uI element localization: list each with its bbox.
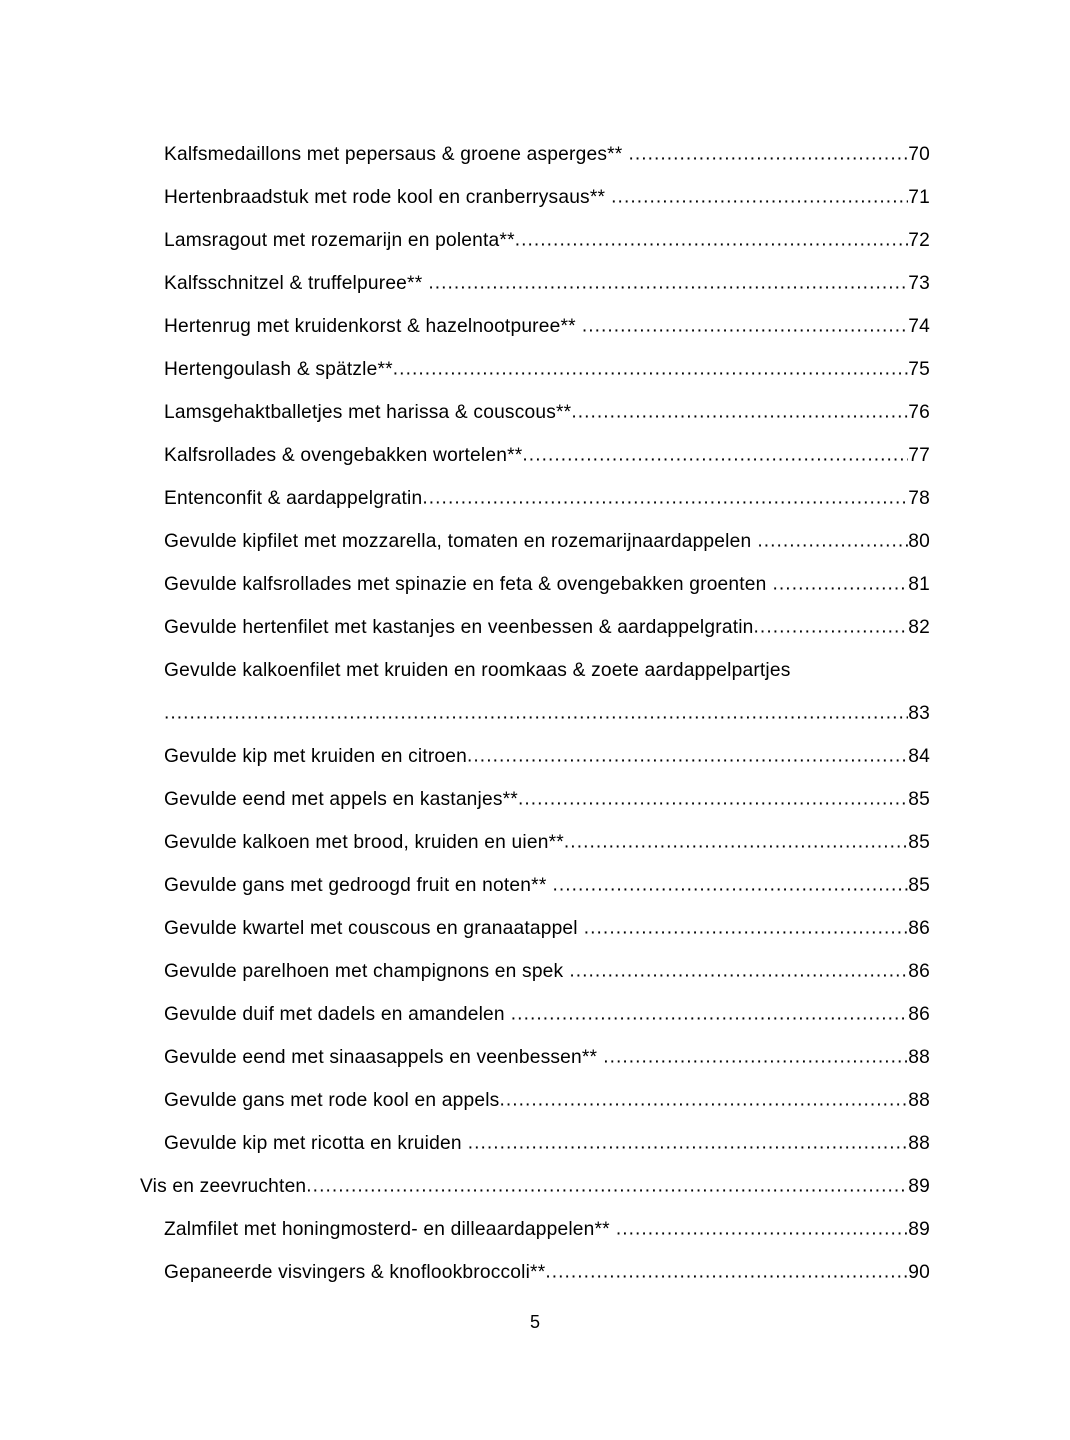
toc-entry[interactable] bbox=[140, 305, 930, 348]
toc-leader-dots bbox=[611, 176, 908, 219]
toc-entry-page-number: 80 bbox=[908, 531, 930, 552]
toc-entry-page-number: 75 bbox=[908, 359, 930, 380]
table-of-contents bbox=[140, 133, 930, 1294]
toc-entry-title: Gevulde kalkoen met brood, kruiden en uien** bbox=[164, 832, 564, 853]
toc-entry[interactable] bbox=[140, 348, 930, 391]
toc-entry-page-number: 85 bbox=[908, 875, 930, 896]
footer-page-number: 5 bbox=[529, 1312, 540, 1332]
toc-leader-dots bbox=[773, 563, 909, 606]
toc-entry[interactable] bbox=[140, 606, 930, 649]
toc-entry-page-number: 73 bbox=[908, 273, 930, 294]
toc-entry-title: Vis en zeevruchten bbox=[140, 1176, 307, 1197]
toc-leader-dots bbox=[616, 1208, 908, 1251]
toc-leader-dots bbox=[754, 606, 909, 649]
toc-leader-dots bbox=[571, 391, 908, 434]
toc-entry-page-number: 88 bbox=[908, 1047, 930, 1068]
toc-entry[interactable] bbox=[140, 1251, 930, 1294]
toc-entry-title: Hertenbraadstuk met rode kool en cranberrysaus** bbox=[164, 187, 606, 208]
toc-entry-page-number: 89 bbox=[908, 1219, 930, 1240]
toc-entry-title: Gevulde kalkoenfilet met kruiden en roomkaas & zoete aardappelpartjes bbox=[164, 660, 791, 681]
toc-leader-dots bbox=[428, 262, 908, 305]
toc-leader-dots bbox=[603, 1036, 908, 1079]
toc-entry-page-number: 76 bbox=[908, 402, 930, 423]
toc-leader-dots bbox=[499, 1079, 908, 1122]
toc-leader-dots bbox=[545, 1251, 908, 1294]
toc-entry-title: Gepaneerde visvingers & knoflookbroccoli** bbox=[164, 1262, 546, 1283]
toc-entry[interactable] bbox=[140, 778, 930, 821]
toc-entry[interactable] bbox=[140, 735, 930, 778]
toc-entry-title: Gevulde kalfsrollades met spinazie en feta & ovengebakken groenten bbox=[164, 574, 767, 595]
toc-entry-page-number: 74 bbox=[908, 316, 930, 337]
toc-leader-dots bbox=[582, 305, 908, 348]
toc-entry[interactable] bbox=[140, 477, 930, 520]
toc-entry-title: Gevulde kip met ricotta en kruiden bbox=[164, 1133, 462, 1154]
toc-entry-title: Lamsgehaktballetjes met harissa & couscous** bbox=[164, 402, 572, 423]
toc-leader-dots bbox=[564, 821, 908, 864]
toc-entry[interactable] bbox=[140, 391, 930, 434]
toc-entry[interactable] bbox=[140, 262, 930, 305]
toc-entry[interactable] bbox=[140, 907, 930, 950]
toc-entry-title: Gevulde parelhoen met champignons en spek bbox=[164, 961, 564, 982]
toc-entry-page-number: 78 bbox=[908, 488, 930, 509]
toc-entry-page-number: 85 bbox=[908, 832, 930, 853]
toc-entry-page-number: 71 bbox=[908, 187, 930, 208]
toc-entry[interactable] bbox=[140, 176, 930, 219]
toc-leader-dots bbox=[552, 864, 908, 907]
toc-leader-dots bbox=[511, 993, 908, 1036]
toc-leader-dots bbox=[584, 907, 909, 950]
toc-entry-title: Kalfsmedaillons met pepersaus & groene asperges** bbox=[164, 144, 623, 165]
toc-entry-page-number: 70 bbox=[908, 144, 930, 165]
toc-entry[interactable] bbox=[140, 434, 930, 477]
toc-leader-dots bbox=[306, 1165, 908, 1208]
toc-entry-page-number: 83 bbox=[908, 703, 930, 724]
toc-entry[interactable] bbox=[140, 563, 930, 606]
toc-entry-title: Hertengoulash & spätzle** bbox=[164, 359, 393, 380]
toc-entry-page-number: 89 bbox=[908, 1176, 930, 1197]
toc-entry-page-number: 88 bbox=[908, 1090, 930, 1111]
toc-entry-page-number: 77 bbox=[908, 445, 930, 466]
toc-entry-title: Kalfsrollades & ovengebakken wortelen** bbox=[164, 445, 523, 466]
toc-entry-title: Kalfsschnitzel & truffelpuree** bbox=[164, 273, 423, 294]
toc-entry-title: Gevulde hertenfilet met kastanjes en veenbessen & aardappelgratin bbox=[164, 617, 754, 638]
toc-leader-dots bbox=[757, 520, 908, 563]
toc-entry-title: Gevulde eend met sinaasappels en veenbessen** bbox=[164, 1047, 598, 1068]
toc-entry-title: Gevulde eend met appels en kastanjes** bbox=[164, 789, 518, 810]
toc-entry-title: Zalmfilet met honingmosterd- en dilleaardappelen** bbox=[164, 1219, 610, 1240]
toc-entry[interactable] bbox=[140, 1079, 930, 1122]
toc-entry[interactable] bbox=[140, 1165, 930, 1208]
toc-entry-title: Gevulde kwartel met couscous en granaatappel bbox=[164, 918, 578, 939]
toc-entry-title: Gevulde gans met rode kool en appels bbox=[164, 1090, 500, 1111]
toc-entry-page-number: 86 bbox=[908, 918, 930, 939]
toc-entry[interactable] bbox=[140, 219, 930, 262]
toc-entry-title: Gevulde duif met dadels en amandelen bbox=[164, 1004, 505, 1025]
toc-entry[interactable] bbox=[140, 1036, 930, 1079]
toc-entry-title: Gevulde kip met kruiden en citroen bbox=[164, 746, 468, 767]
toc-entry-title: Lamsragout met rozemarijn en polenta** bbox=[164, 230, 515, 251]
toc-entry[interactable] bbox=[140, 950, 930, 993]
toc-entry[interactable] bbox=[140, 520, 930, 563]
toc-entry[interactable] bbox=[140, 1122, 930, 1165]
toc-entry-page-number: 82 bbox=[908, 617, 930, 638]
toc-entry-page-number: 86 bbox=[908, 1004, 930, 1025]
toc-entry[interactable] bbox=[140, 133, 930, 176]
toc-entry-page-number: 81 bbox=[908, 574, 930, 595]
toc-entry-page-number: 90 bbox=[908, 1262, 930, 1283]
toc-entry-title: Gevulde gans met gedroogd fruit en noten** bbox=[164, 875, 547, 896]
toc-entry-title: Gevulde kipfilet met mozzarella, tomaten en rozemarijnaardappelen bbox=[164, 531, 752, 552]
toc-entry-page-number: 72 bbox=[908, 230, 930, 251]
toc-leader-dots bbox=[515, 219, 909, 262]
toc-leader-dots bbox=[468, 1122, 909, 1165]
toc-leader-dots bbox=[422, 477, 908, 520]
toc-leader-dots bbox=[164, 692, 908, 735]
toc-entry[interactable] bbox=[140, 993, 930, 1036]
toc-entry[interactable] bbox=[140, 649, 930, 735]
toc-entry[interactable] bbox=[140, 1208, 930, 1251]
toc-entry-page-number: 84 bbox=[908, 746, 930, 767]
toc-leader-dots bbox=[628, 133, 908, 176]
toc-entry-title: Hertenrug met kruidenkorst & hazelnootpuree** bbox=[164, 316, 576, 337]
toc-leader-dots bbox=[518, 778, 908, 821]
toc-entry-page-number: 85 bbox=[908, 789, 930, 810]
toc-entry-page-number: 86 bbox=[908, 961, 930, 982]
toc-entry[interactable] bbox=[140, 864, 930, 907]
toc-leader-dots bbox=[569, 950, 908, 993]
toc-entry-title: Entenconfit & aardappelgratin bbox=[164, 488, 423, 509]
toc-leader-dots bbox=[393, 348, 908, 391]
toc-entry[interactable] bbox=[140, 821, 930, 864]
toc-leader-dots bbox=[467, 735, 908, 778]
toc-leader-dots bbox=[522, 434, 908, 477]
toc-entry-page-number: 88 bbox=[908, 1133, 930, 1154]
